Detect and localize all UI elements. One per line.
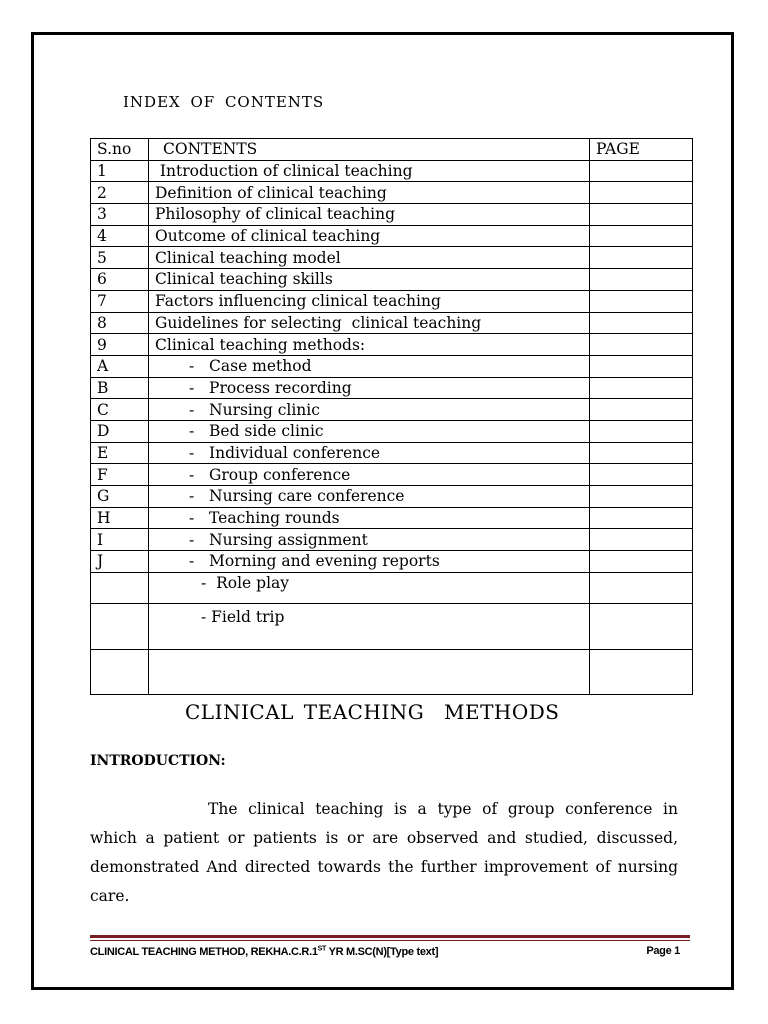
row-page xyxy=(590,182,693,204)
page-number: Page 1 xyxy=(646,945,680,957)
table-row xyxy=(91,225,693,247)
footer-rule xyxy=(90,935,690,938)
row-content: Philosophy of clinical teaching xyxy=(149,204,590,226)
row-sno: 3 xyxy=(91,204,149,226)
table-row xyxy=(91,204,693,226)
row-sno: J xyxy=(91,551,149,573)
table-row xyxy=(91,355,693,377)
row-page xyxy=(590,377,693,399)
row-content: Clinical teaching methods: xyxy=(149,334,590,356)
row-page xyxy=(590,551,693,573)
row-content: - Morning and evening reports xyxy=(149,551,590,573)
header-sno: S.no xyxy=(91,139,149,161)
row-page xyxy=(590,442,693,464)
row-sno xyxy=(91,649,149,694)
row-sno: F xyxy=(91,464,149,486)
index-title: INDEX OF CONTENTS xyxy=(123,93,325,111)
row-sno: 4 xyxy=(91,225,149,247)
introduction-heading: INTRODUCTION: xyxy=(90,753,226,769)
row-page xyxy=(590,420,693,442)
table-row xyxy=(91,464,693,486)
row-page xyxy=(590,507,693,529)
row-page xyxy=(590,529,693,551)
row-content: Introduction of clinical teaching xyxy=(149,160,590,182)
row-page xyxy=(590,464,693,486)
row-page xyxy=(590,160,693,182)
row-page xyxy=(590,312,693,334)
row-page xyxy=(590,334,693,356)
footer-text-main: CLINICAL TEACHING METHOD, REKHA.C.R.1 xyxy=(90,945,318,958)
row-content xyxy=(149,649,590,694)
table-row xyxy=(91,507,693,529)
row-content: Outcome of clinical teaching xyxy=(149,225,590,247)
row-page xyxy=(590,399,693,421)
row-sno: 9 xyxy=(91,334,149,356)
footer-superscript: ST xyxy=(317,945,327,952)
table-row xyxy=(91,649,693,694)
row-sno: 7 xyxy=(91,290,149,312)
row-content: - Teaching rounds xyxy=(149,507,590,529)
table-row xyxy=(91,551,693,573)
row-content: - Nursing care conference xyxy=(149,486,590,508)
row-sno: B xyxy=(91,377,149,399)
row-page xyxy=(590,355,693,377)
row-sno: 1 xyxy=(91,160,149,182)
row-page xyxy=(590,247,693,269)
section-title: CLINICAL TEACHING METHODS xyxy=(185,700,560,724)
row-page xyxy=(590,649,693,694)
row-content: Factors influencing clinical teaching xyxy=(149,290,590,312)
table-row xyxy=(91,182,693,204)
row-content: Clinical teaching model xyxy=(149,247,590,269)
row-content: - Nursing assignment xyxy=(149,529,590,551)
table-row xyxy=(91,529,693,551)
row-sno: D xyxy=(91,420,149,442)
row-content: - Role play xyxy=(149,572,590,603)
row-page xyxy=(590,269,693,291)
row-sno: 8 xyxy=(91,312,149,334)
row-content: - Group conference xyxy=(149,464,590,486)
table-row xyxy=(91,486,693,508)
page-footer xyxy=(90,945,680,958)
row-sno: 5 xyxy=(91,247,149,269)
table-row xyxy=(91,399,693,421)
row-page xyxy=(590,204,693,226)
introduction-paragraph: The clinical teaching is a type of group conference in which a patient or patients is or are observed and studied, discussed, demonstrated And directed towards the further improvement of nursing care. xyxy=(90,800,678,905)
row-content: - Bed side clinic xyxy=(149,420,590,442)
footer-rule-thin xyxy=(90,940,690,941)
footer-text xyxy=(90,946,438,958)
row-sno: E xyxy=(91,442,149,464)
row-sno: A xyxy=(91,355,149,377)
row-content: - Field trip xyxy=(149,603,590,649)
table-row xyxy=(91,572,693,603)
table-row xyxy=(91,312,693,334)
row-page xyxy=(590,486,693,508)
table-row xyxy=(91,334,693,356)
table-row xyxy=(91,377,693,399)
row-content: Definition of clinical teaching xyxy=(149,182,590,204)
row-content: Guidelines for selecting clinical teaching xyxy=(149,312,590,334)
contents-table xyxy=(90,138,693,695)
table-header-row xyxy=(91,139,693,161)
row-sno: G xyxy=(91,486,149,508)
row-content: - Nursing clinic xyxy=(149,399,590,421)
table-row xyxy=(91,290,693,312)
header-page: PAGE xyxy=(590,139,693,161)
table-row xyxy=(91,269,693,291)
row-sno: H xyxy=(91,507,149,529)
table-row xyxy=(91,420,693,442)
row-page xyxy=(590,290,693,312)
row-page xyxy=(590,225,693,247)
table-row xyxy=(91,247,693,269)
row-sno xyxy=(91,603,149,649)
row-sno xyxy=(91,572,149,603)
row-sno: 6 xyxy=(91,269,149,291)
row-page xyxy=(590,603,693,649)
header-contents: CONTENTS xyxy=(149,139,590,161)
row-sno: 2 xyxy=(91,182,149,204)
row-content: - Individual conference xyxy=(149,442,590,464)
row-sno: C xyxy=(91,399,149,421)
row-content: - Process recording xyxy=(149,377,590,399)
row-sno: I xyxy=(91,529,149,551)
row-page xyxy=(590,572,693,603)
table-row xyxy=(91,603,693,649)
table-row xyxy=(91,442,693,464)
row-content: Clinical teaching skills xyxy=(149,269,590,291)
footer-text-rest: YR M.SC(N)[Type text] xyxy=(326,945,439,958)
table-row xyxy=(91,160,693,182)
row-content: - Case method xyxy=(149,355,590,377)
